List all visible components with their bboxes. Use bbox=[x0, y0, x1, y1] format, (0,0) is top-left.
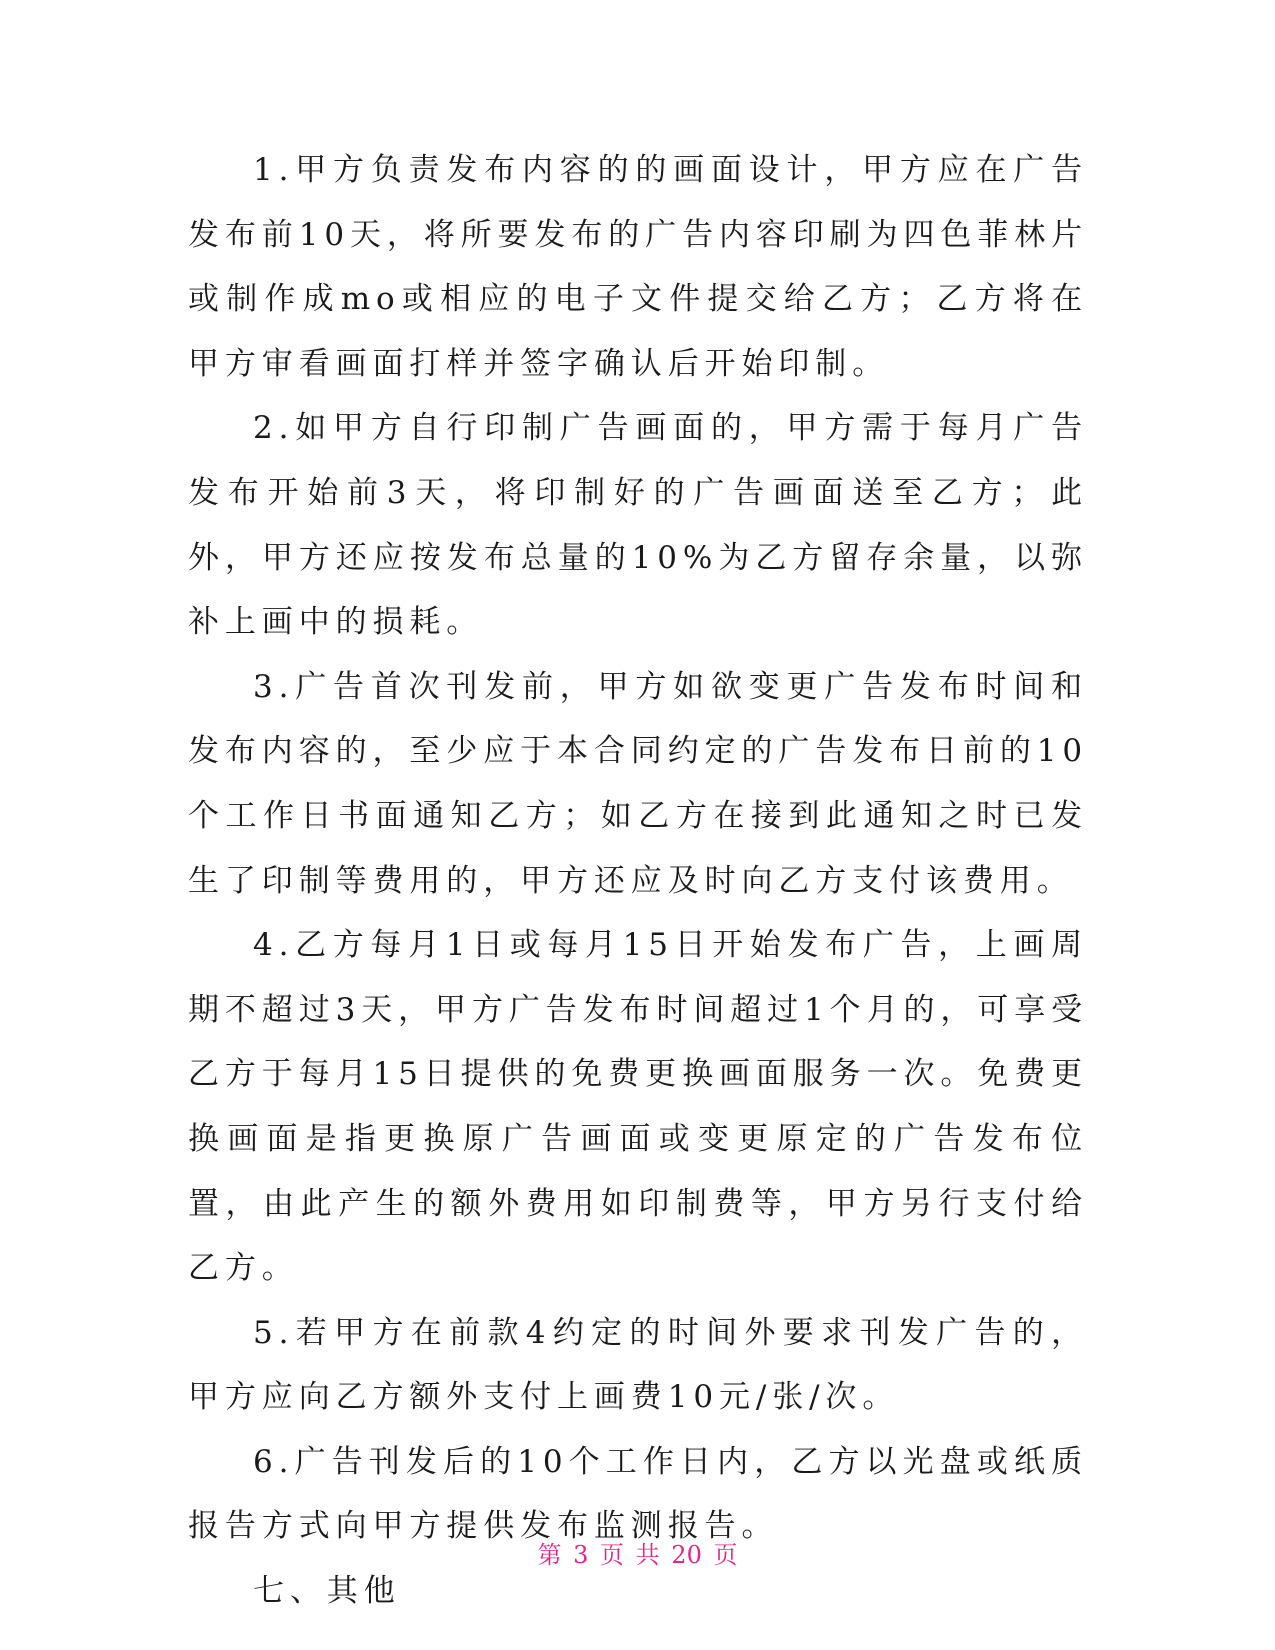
section-heading: 七、其他 bbox=[253, 1573, 401, 1610]
paragraph-4: 4.乙方每月1日或每月15日开始发布广告，上画周期不超过3天，甲方广告发布时间超过1个月的，可享受乙方于每月15日提供的免费更换画面服务一次。免费更换画面是指更换原广告画面或变更原定的广告发布位置，由此产生的额外费用如印制费等，甲方另行支付给乙方。 bbox=[188, 927, 1088, 1287]
paragraph-5: 5.若甲方在前款4约定的时间外要求刊发广告的，甲方应向乙方额外支付上画费10元/张/次。 bbox=[188, 1314, 1088, 1416]
page-number-footer: 第 3 页 共 20 页 bbox=[537, 1541, 738, 1569]
paragraph-2: 2.如甲方自行印制广告画面的，甲方需于每月广告发布开始前3天，将印制好的广告画面送至乙方；此外，甲方还应按发布总量的10%为乙方留存余量，以弥补上画中的损耗。 bbox=[188, 410, 1088, 641]
paragraph-6: 6.广告刊发后的10个工作日内，乙方以光盘或纸质报告方式向甲方提供发布监测报告。 bbox=[188, 1443, 1088, 1545]
paragraph-3: 3.广告首次刊发前，甲方如欲变更广告发布时间和发布内容的，至少应于本合同约定的广告发布日前的10个工作日书面通知乙方；如乙方在接到此通知之时已发生了印制等费用的，甲方还应及时向乙方支付该费用。 bbox=[188, 668, 1088, 899]
document-body bbox=[188, 138, 1088, 1624]
paragraph-1: 1.甲方负责发布内容的的画面设计，甲方应在广告发布前10天，将所要发布的广告内容印刷为四色菲林片或制作成mo或相应的电子文件提交给乙方；乙方将在甲方审看画面打样并签字确认后开始印制。 bbox=[188, 152, 1088, 382]
